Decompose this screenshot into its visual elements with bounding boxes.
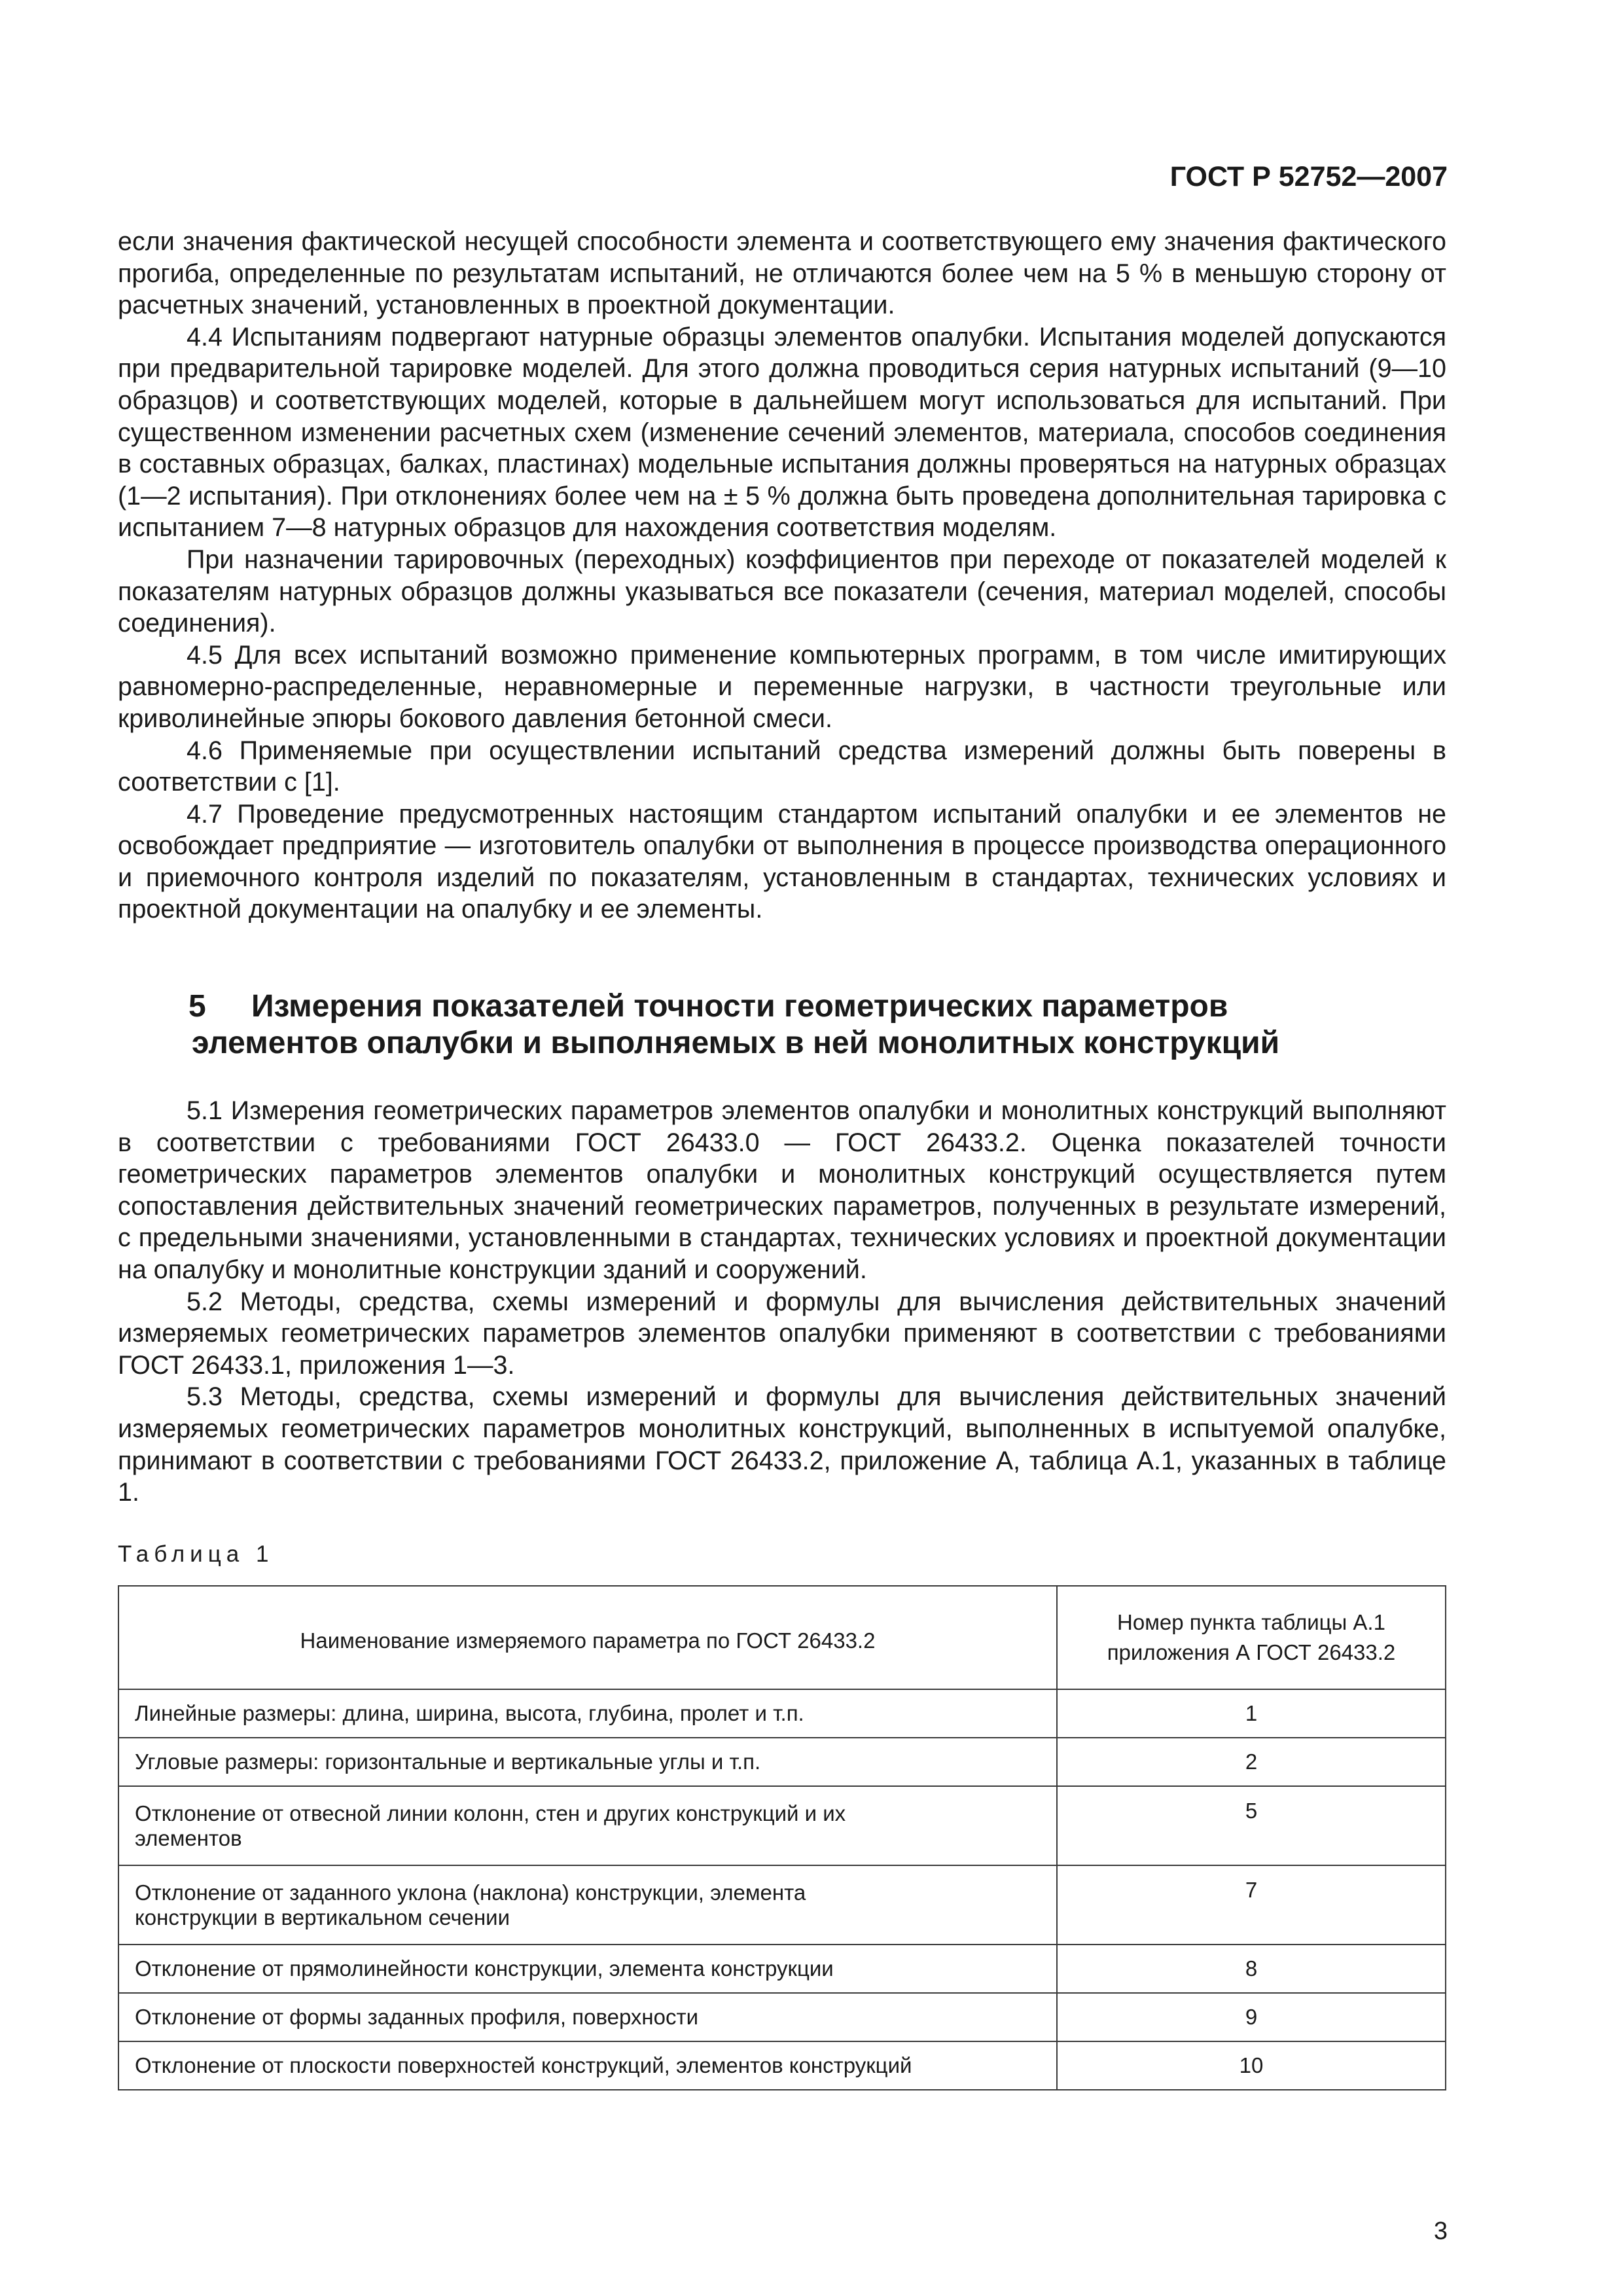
table-caption: Таблица 1: [118, 1541, 274, 1567]
table-cell-parameter: [118, 1865, 1057, 1945]
table-cell-number: 1: [1057, 1689, 1446, 1738]
table-row: [118, 1865, 1446, 1945]
page-number: 3: [1433, 2217, 1448, 2245]
table-cell-parameter-line-1: Отклонение от заданного уклона (наклона) конструкции, элемента: [135, 1880, 806, 1905]
header-parameter-name: Наименование измеряемого параметра по ГОСТ 26433.2: [118, 1586, 1057, 1689]
section-5-body: [118, 1095, 1446, 1509]
table-cell-number: 7: [1057, 1865, 1446, 1945]
paragraph-4-7: 4.7 Проведение предусмотренных настоящим стандартом испытаний опалубки и ее элементов не освобождает предприятие — изготовитель опалубки от выполнения в процессе производства операционного и приемочного контроля изделий по показателям, установленным в стандартах, технических условиях и проектной документации на опалубку и ее элементы.: [118, 799, 1446, 924]
table-cell-number: 9: [1057, 1993, 1446, 2041]
table-cell-parameter: Отклонение от формы заданных профиля, поверхности: [118, 1993, 1057, 2041]
header-item-number-line-2: приложения А ГОСТ 26433.2: [1107, 1640, 1396, 1664]
paragraph-5-1: 5.1 Измерения геометрических параметров элементов опалубки и монолитных конструкций выполняют в соответствии с требованиями ГОСТ 26433.0 — ГОСТ 26433.2. Оценка показателей точности геометрических параметров элементов опалубки и монолитных конструкций осуществляется путем сопоставления действительных значений геометрических параметров, полученных в результате измерений, с предельными значениями, установленными в стандартах, технических условиях и проектной документации на опалубку и монолитные конструкции зданий и сооружений.: [118, 1096, 1446, 1284]
table-cell-number: 2: [1057, 1738, 1446, 1786]
table-cell-number: 10: [1057, 2041, 1446, 2090]
paragraph-calibration-coefficients: При назначении тарировочных (переходных) коэффициентов при переходе от показателей моделей к показателям натурных образцов должны указываться все показатели (сечения, материал моделей, способы соединения).: [118, 545, 1446, 638]
table-cell-parameter: [118, 1786, 1057, 1865]
section-title-line-1: Измерения показателей точности геометрических параметров: [251, 989, 1228, 1024]
paragraph-5-2: 5.2 Методы, средства, схемы измерений и формулы для вычисления действительных значений измеряемых геометрических параметров элементов опалубки применяют в соответствии с требованиями ГОСТ 26433.1, приложения 1—3.: [118, 1287, 1446, 1380]
paragraph-5-3: 5.3 Методы, средства, схемы измерений и формулы для вычисления действительных значений измеряемых геометрических параметров монолитных конструкций, выполненных в испытуемой опалубке, принимают в соответствии с требованиями ГОСТ 26433.2, приложение А, таблица А.1, указанных в таблице 1.: [118, 1382, 1446, 1507]
table-cell-number: 5: [1057, 1786, 1446, 1865]
section-number: 5: [188, 989, 206, 1024]
document-header: ГОСТ Р 52752—2007: [1169, 161, 1448, 192]
table-row: [118, 1689, 1446, 1738]
table-row: [118, 1945, 1446, 1993]
table-row: [118, 1993, 1446, 2041]
paragraph-4-5: 4.5 Для всех испытаний возможно применение компьютерных программ, в том числе имитирующих равномерно-распределенные, неравномерные и переменные нагрузки, в частности треугольные или криволинейные эпюры бокового давления бетонной смеси.: [118, 640, 1446, 733]
table-cell-parameter: Угловые размеры: горизонтальные и вертикальные углы и т.п.: [118, 1738, 1057, 1786]
table-cell-parameter-line-1: Отклонение от отвесной линии колонн, стен и других конструкций и их: [135, 1801, 846, 1825]
paragraph-4-6: 4.6 Применяемые при осуществлении испытаний средства измерений должны быть поверены в соответствии с [1].: [118, 736, 1446, 797]
section-5-heading: [188, 988, 1432, 1062]
table-cell-parameter-line-2: элементов: [135, 1825, 242, 1850]
table-header-row: [118, 1586, 1446, 1689]
table-1: [118, 1585, 1446, 2090]
body-text: [118, 226, 1446, 925]
header-item-number: [1057, 1586, 1446, 1689]
table-cell-parameter: Отклонение от прямолинейности конструкции, элемента конструкции: [118, 1945, 1057, 1993]
section-title-line-2: элементов опалубки и выполняемых в ней монолитных конструкций: [192, 1026, 1280, 1060]
paragraph-4-4: 4.4 Испытаниям подвергают натурные образцы элементов опалубки. Испытания моделей допускаются при предварительной тарировке моделей. Для этого должна проводиться серия натурных испытаний (9—10 образцов) и соответствующих моделей, которые в дальнейшем могут использоваться для испытаний. При существенном изменении расчетных схем (изменение сечений элементов, материала, способов соединения в составных образцах, балках, пластинах) модельные испытания должны проверяться на натурных образцах (1—2 испытания). При отклонениях более чем на ± 5 % должна быть проведена дополнительная тарировка с испытанием 7—8 натурных образцов для нахождения соответствия моделям.: [118, 322, 1446, 543]
table-row: [118, 1738, 1446, 1786]
table-row: [118, 1786, 1446, 1865]
table-row: [118, 2041, 1446, 2090]
header-item-number-line-1: Номер пункта таблицы А.1: [1117, 1610, 1385, 1634]
table-cell-parameter-line-2: конструкции в вертикальном сечении: [135, 1905, 510, 1929]
table-cell-parameter: Линейные размеры: длина, ширина, высота, глубина, пролет и т.п.: [118, 1689, 1057, 1738]
paragraph-continuation: если значения фактической несущей способности элемента и соответствующего ему значения фактического прогиба, определенные по результатам испытаний, не отличаются более чем на 5 % в меньшую сторону от расчетных значений, установленных в проектной документации.: [118, 227, 1446, 320]
table-cell-parameter: Отклонение от плоскости поверхностей конструкций, элементов конструкций: [118, 2041, 1057, 2090]
table-cell-number: 8: [1057, 1945, 1446, 1993]
